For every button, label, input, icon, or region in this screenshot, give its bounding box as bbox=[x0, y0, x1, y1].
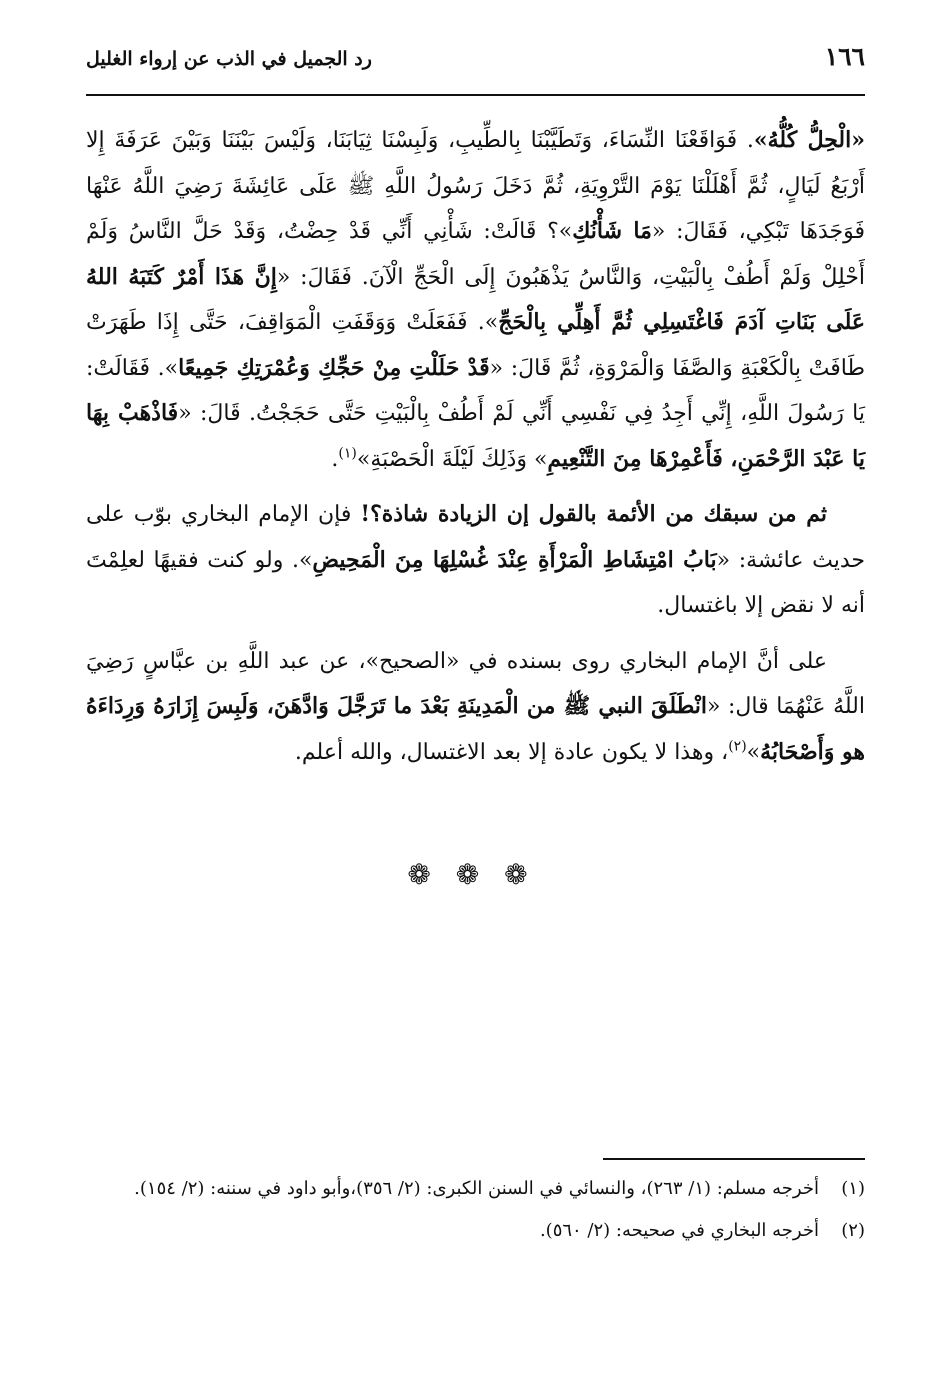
quote-bold: انْطَلَقَ النبي ﷺ من الْمَدِينَةِ بَعْدَ ما تَرَجَّلَ وَادَّهَنَ، وَلَبِسَ إِزَارَهُ وَرِدَاءَهُ هو وَأَصْحَابُهُ bbox=[86, 693, 865, 765]
page-header bbox=[86, 42, 865, 88]
footnotes bbox=[86, 1172, 865, 1256]
section-separator-icon: ❁ ❁ ❁ bbox=[407, 858, 536, 891]
text-run: »؟ قَالَتْ: شَأْنِي أَنِّي قَدْ حِضْتُ، وَقَدْ حَلَّ النَّاسُ وَلَمْ أَحْلِلْ وَلَمْ أَطُفْ بِالْبَيْتِ، وَالنَّاسُ يَذْهَبُونَ إِلَى الْحَجِّ الْآنَ. فَقَالَ: « bbox=[86, 219, 865, 290]
footnote-2 bbox=[86, 1214, 865, 1248]
header-divider bbox=[86, 94, 865, 96]
footnote-text: أخرجه مسلم: (١/ ٢٦٣)، والنسائي في السنن الكبرى: (٢/ ٣٥٦)،وأبو داود في سننه: (٢/ ١٥٤). bbox=[134, 1178, 819, 1199]
paragraph-bukhari-chapter bbox=[86, 492, 865, 629]
footnote-ref-1[interactable]: (١) bbox=[338, 445, 357, 462]
chapter-title-bold: بَابُ امْتِشَاطِ الْمَرْأَةِ عِنْدَ غُسْلِهَا مِنَ الْمَحِيضِ bbox=[312, 546, 717, 573]
footnote-number: (٢) bbox=[841, 1220, 865, 1241]
footnote-divider bbox=[603, 1158, 865, 1160]
running-title: رد الجميل في الذب عن إرواء الغليل bbox=[86, 48, 372, 70]
text-run: . فَوَاقَعْنَا النِّسَاءَ، وَتَطَيَّبْنَا بِالطِّيبِ، وَلَبِسْنَا ثِيَابَنَا، وَلَيْسَ بَيْنَنَا وَبَيْنَ عَرَفَةَ إِلا أَرْبَعُ لَيَالٍ، ثُمَّ أَهْلَلْنَا يَوْمَ التَّرْوِيَةِ، ثُمَّ دَخَلَ رَسُولُ اللَّهِ ﷺ عَلَى عَائِشَةَ رَضِيَ اللَّهُ عَنْهَا فَوَجَدَهَا تَبْكِي، فَقَالَ: « bbox=[86, 128, 865, 244]
question-bold: ثم من سبقك من الأئمة بالقول إن الزيادة شاذة؟! bbox=[360, 501, 827, 527]
quote-bold: «الْحِلُّ كُلُّهُ» bbox=[753, 127, 865, 153]
text-run: ». ولو كنت فقيهًا لعلِمْتَ أنه لا نقض إلا باغتسال. bbox=[86, 547, 865, 618]
text-run: ». فَفَعَلَتْ وَوَقَفَتِ الْمَوَاقِفَ، حَتَّى إِذَا طَهَرَتْ طَافَتْ بِالْكَعْبَةِ وَالصَّفَا وَالْمَرْوَةِ، ثُمَّ قَالَ: « bbox=[86, 310, 865, 381]
text-run: فإن الإمام البخاري بوّب على حديث عائشة: « bbox=[86, 502, 865, 573]
paragraph-ibn-abbas bbox=[86, 639, 865, 776]
footnote-ref-2[interactable]: (٢) bbox=[728, 738, 747, 755]
text-run: . bbox=[331, 446, 339, 472]
footnote-text: أخرجه البخاري في صحيحه: (٢/ ٥٦٠). bbox=[539, 1220, 819, 1241]
footnote-1 bbox=[86, 1172, 865, 1206]
footnote-number: (١) bbox=[841, 1178, 865, 1199]
quote-bold: إِنَّ هَذَا أَمْرٌ كَتَبَهُ اللهُ عَلَى بَنَاتِ آدَمَ فَاغْتَسِلِي ثُمَّ أَهِلِّي بِالْحَجِّ bbox=[86, 263, 865, 335]
quote-bold: مَا شَأْنُكِ bbox=[572, 218, 652, 244]
text-run: » bbox=[746, 739, 761, 765]
main-text bbox=[86, 118, 865, 775]
text-run: ». فَقَالَتْ: يَا رَسُولَ اللَّهِ، إِنِّي أَجِدُ فِي نَفْسِي أَنِّي لَمْ أَطُفْ بِالْبَيْتِ حَتَّى حَجَجْتُ. قَالَ: « bbox=[86, 355, 865, 426]
paragraph-hadith-aisha bbox=[86, 118, 865, 482]
quote-bold: قَدْ حَلَلْتِ مِنْ حَجِّكِ وَعُمْرَتِكِ جَمِيعًا bbox=[178, 354, 490, 381]
quote-bold: فَاذْهَبْ بِهَا يَا عَبْدَ الرَّحْمَنِ، فَأَعْمِرْهَا مِنَ التَّنْعِيمِ bbox=[86, 400, 865, 472]
page-number: ١٦٦ bbox=[824, 42, 865, 71]
text-run: على أنَّ الإمام البخاري روى بسنده في «الصحيح»، عن عبد اللَّهِ بن عبَّاسٍ رَضِيَ اللَّهُ عَنْهُمَا قال: « bbox=[86, 648, 865, 719]
text-run: » وَذَلِكَ لَيْلَةَ الْحَصْبَةِ» bbox=[356, 446, 548, 472]
text-run: ، وهذا لا يكون عادة إلا بعد الاغتسال، والله أعلم. bbox=[294, 739, 729, 765]
